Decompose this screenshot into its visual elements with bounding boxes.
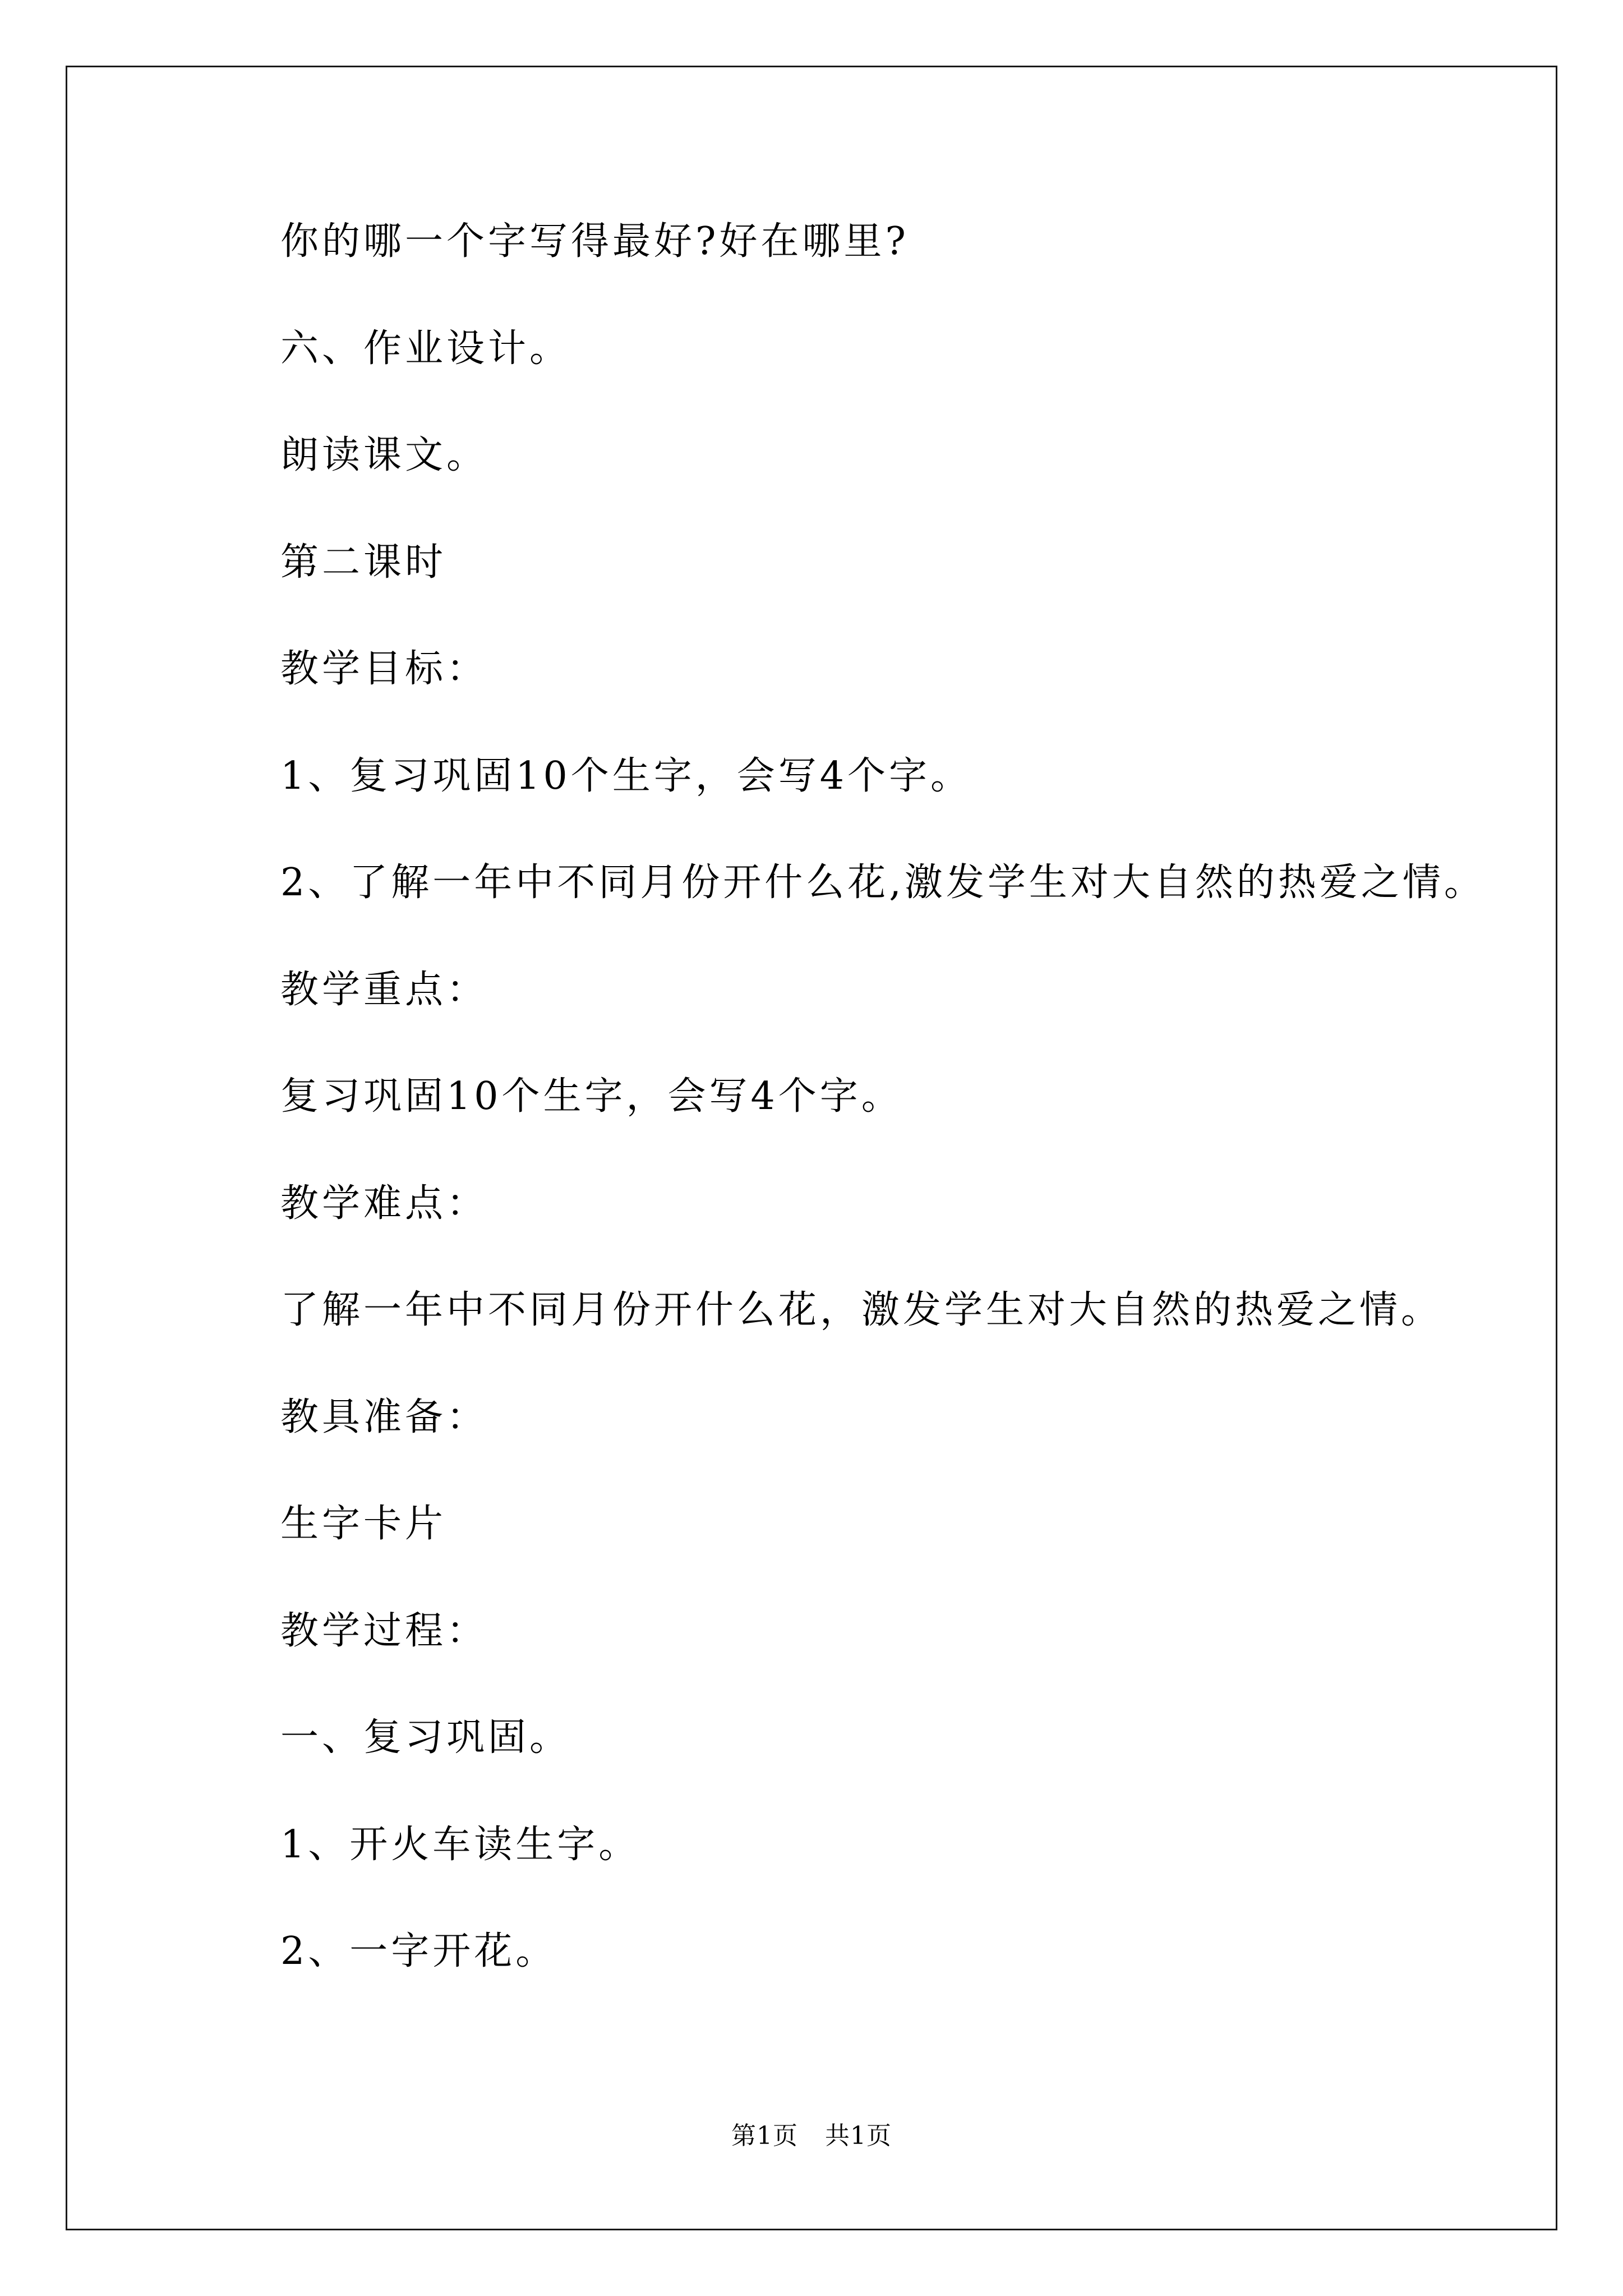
paragraph-read-text: 朗读课文。 [280,433,488,477]
paragraph-difficulty: 了解一年中不同月份开什么花，激发学生对大自然的热爱之情。 [280,1288,1443,1332]
paragraph-step-2: 2、一字开花。 [280,1929,557,1973]
paragraph-question: 你的哪一个字写得最好?好在哪里? [280,219,909,264]
paragraph-process-heading: 教学过程： [280,1608,488,1653]
paragraph-materials-heading: 教具准备： [280,1395,488,1439]
paragraph-review-heading: 一、复习巩固。 [280,1715,571,1760]
document-body [280,219,1525,2036]
paragraph-goals-heading: 教学目标： [280,647,488,691]
page-footer [0,2120,1623,2152]
paragraph-key-points-heading: 教学重点： [280,967,488,1012]
page-total: 共1页 [825,2122,892,2150]
paragraph-key-point: 复习巩固10个生字，会写4个字。 [280,1074,903,1119]
paragraph-second-lesson: 第二课时 [280,540,447,585]
paragraph-goal-1: 1、复习巩固10个生字，会写4个字。 [280,753,972,798]
paragraph-materials: 生字卡片 [280,1502,447,1546]
paragraph-goal-2: 2、了解一年中不同月份开什么花,激发学生对大自然的热爱之情。 [280,861,1486,905]
paragraph-difficulty-heading: 教学难点： [280,1181,488,1226]
page-number: 第1页 [731,2122,798,2150]
paragraph-step-1: 1、开火车读生字。 [280,1822,640,1867]
paragraph-homework-heading: 六、作业设计。 [280,326,571,371]
